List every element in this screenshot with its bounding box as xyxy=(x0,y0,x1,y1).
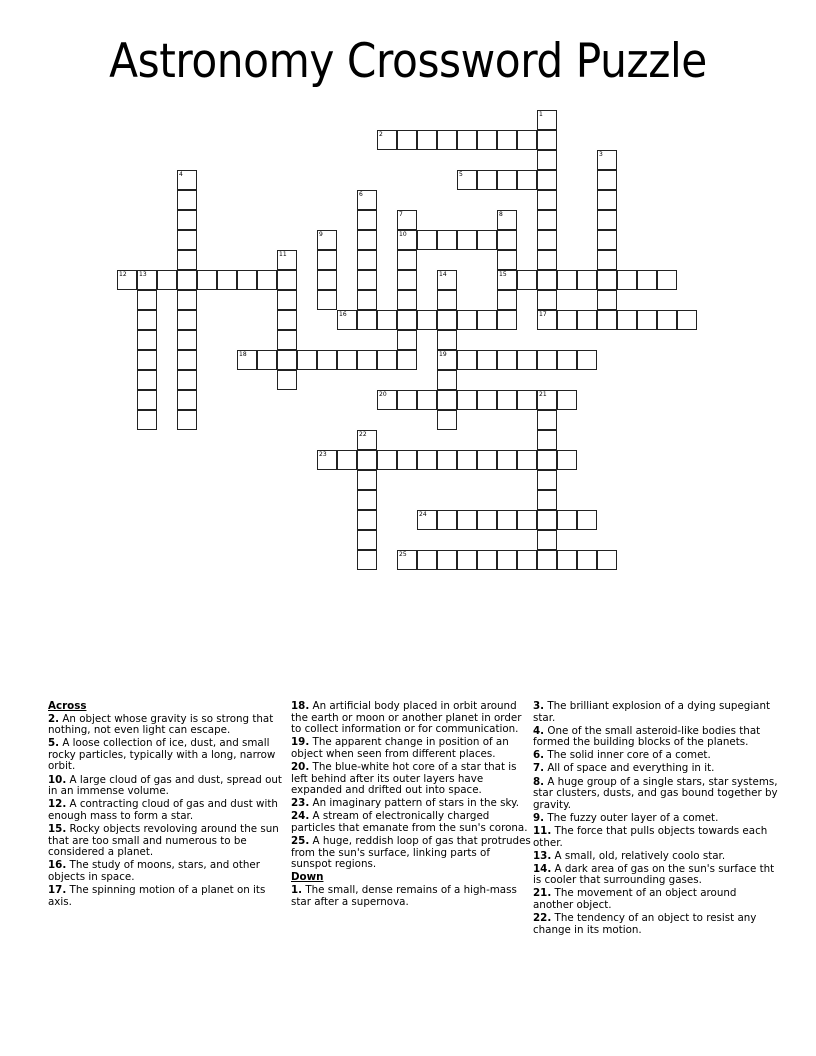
cell-number: 23 xyxy=(319,451,327,458)
grid-cell[interactable] xyxy=(277,330,297,350)
grid-cell[interactable] xyxy=(557,550,577,570)
clue-down-22 xyxy=(533,913,778,936)
grid-cell[interactable] xyxy=(557,270,577,290)
clue-down-3 xyxy=(533,701,778,724)
grid-cell[interactable] xyxy=(537,310,557,330)
grid-cell[interactable] xyxy=(437,370,457,390)
grid-cell[interactable] xyxy=(657,270,677,290)
clue-across-10 xyxy=(48,775,286,798)
clue-number: 3. xyxy=(533,700,545,712)
grid-cell[interactable] xyxy=(437,350,457,370)
clue-text: The force that pulls objects towards each other. xyxy=(533,824,768,849)
grid-cell[interactable] xyxy=(417,130,437,150)
clue-across-18 xyxy=(291,701,531,736)
grid-cell[interactable] xyxy=(177,330,197,350)
grid-cell[interactable] xyxy=(397,450,417,470)
grid-cell[interactable] xyxy=(417,390,437,410)
grid-cell[interactable] xyxy=(257,270,277,290)
grid-cell[interactable] xyxy=(457,350,477,370)
grid-cell[interactable] xyxy=(137,370,157,390)
grid-cell[interactable] xyxy=(317,450,337,470)
grid-cell[interactable] xyxy=(477,350,497,370)
grid-cell[interactable] xyxy=(137,350,157,370)
grid-cell[interactable] xyxy=(477,130,497,150)
grid-cell[interactable] xyxy=(537,230,557,250)
grid-cell[interactable] xyxy=(497,390,517,410)
grid-cell[interactable] xyxy=(537,210,557,230)
grid-cell[interactable] xyxy=(237,350,257,370)
grid-cell[interactable] xyxy=(277,290,297,310)
grid-cell[interactable] xyxy=(517,390,537,410)
grid-cell[interactable] xyxy=(177,310,197,330)
grid-cell[interactable] xyxy=(477,310,497,330)
clue-number: 15. xyxy=(48,822,67,835)
grid-cell[interactable] xyxy=(337,310,357,330)
grid-cell[interactable] xyxy=(357,530,377,550)
grid-cell[interactable] xyxy=(377,350,397,370)
cell-number: 1 xyxy=(539,111,543,118)
grid-cell[interactable] xyxy=(357,510,377,530)
grid-cell[interactable] xyxy=(357,290,377,310)
clue-number: 17. xyxy=(48,883,67,896)
grid-cell[interactable] xyxy=(457,310,477,330)
grid-cell[interactable] xyxy=(457,390,477,410)
grid-cell[interactable] xyxy=(177,270,197,290)
grid-cell[interactable] xyxy=(277,270,297,290)
grid-cell[interactable] xyxy=(177,230,197,250)
grid-cell[interactable] xyxy=(437,290,457,310)
grid-cell[interactable] xyxy=(177,190,197,210)
grid-cell[interactable] xyxy=(497,170,517,190)
clue-number: 20. xyxy=(291,760,310,773)
grid-cell[interactable] xyxy=(497,230,517,250)
clue-text: An imaginary pattern of stars in the sky. xyxy=(312,797,519,810)
grid-cell[interactable] xyxy=(357,310,377,330)
clue-text: The tendency of an object to resist any change in its motion. xyxy=(533,912,757,936)
clues-column-1 xyxy=(48,701,286,910)
grid-cell[interactable] xyxy=(357,350,377,370)
cell-number: 18 xyxy=(239,351,247,358)
down-heading: Down xyxy=(291,871,324,884)
grid-cell[interactable] xyxy=(537,510,557,530)
grid-cell[interactable] xyxy=(537,530,557,550)
cell-number: 12 xyxy=(119,271,127,278)
grid-cell[interactable] xyxy=(397,310,417,330)
clue-text: A large cloud of gas and dust, spread out in an immense volume. xyxy=(48,773,282,798)
grid-cell[interactable] xyxy=(357,430,377,450)
grid-cell[interactable] xyxy=(477,450,497,470)
grid-cell[interactable] xyxy=(137,310,157,330)
grid-cell[interactable] xyxy=(577,550,597,570)
grid-cell[interactable] xyxy=(497,270,517,290)
cell-number: 16 xyxy=(339,311,347,318)
clue-number: 11. xyxy=(533,824,552,837)
cell-number: 4 xyxy=(179,171,183,178)
clue-across-20 xyxy=(291,762,531,797)
grid-cell[interactable] xyxy=(537,170,557,190)
clue-text: A loose collection of ice, dust, and small rocky particles, typically with a long, narrow orbit. xyxy=(48,737,276,773)
grid-cell[interactable] xyxy=(397,350,417,370)
cell-number: 6 xyxy=(359,191,363,198)
clue-text: The small, dense remains of a high-mass star after a supernova. xyxy=(291,883,517,908)
grid-cell[interactable] xyxy=(537,270,557,290)
clue-text: A contracting cloud of gas and dust with enough mass to form a star. xyxy=(48,798,278,822)
grid-cell[interactable] xyxy=(597,290,617,310)
grid-cell[interactable] xyxy=(157,270,177,290)
clue-number: 23. xyxy=(291,797,310,810)
clue-text: Rocky objects revoloving around the sun that are too small and numerous to be considered a planet. xyxy=(48,822,279,859)
clue-across-12 xyxy=(48,799,286,822)
cell-number: 19 xyxy=(439,351,447,358)
clue-number: 10. xyxy=(48,773,67,786)
grid-cell[interactable] xyxy=(537,190,557,210)
clue-down-1 xyxy=(291,885,531,908)
grid-cell[interactable] xyxy=(537,350,557,370)
clue-down-6 xyxy=(533,750,778,762)
clue-text: A stream of electronically charged particles that emanate from the sun's corona. xyxy=(291,810,528,834)
grid-cell[interactable] xyxy=(457,510,477,530)
grid-cell[interactable] xyxy=(377,450,397,470)
clue-down-9 xyxy=(533,813,778,825)
grid-cell[interactable] xyxy=(357,470,377,490)
clue-text: The movement of an object around another object. xyxy=(533,887,737,911)
clue-text: The fuzzy outer layer of a comet. xyxy=(547,811,719,824)
across-heading: Across xyxy=(48,700,87,712)
clue-number: 24. xyxy=(291,810,310,823)
grid-cell[interactable] xyxy=(417,230,437,250)
grid-cell[interactable] xyxy=(537,130,557,150)
grid-cell[interactable] xyxy=(497,130,517,150)
cell-number: 9 xyxy=(319,231,323,238)
grid-cell[interactable] xyxy=(537,290,557,310)
cell-number: 15 xyxy=(499,271,507,278)
grid-cell[interactable] xyxy=(497,290,517,310)
grid-cell[interactable] xyxy=(517,550,537,570)
grid-cell[interactable] xyxy=(517,170,537,190)
clue-number: 13. xyxy=(533,849,552,862)
grid-cell[interactable] xyxy=(277,310,297,330)
grid-cell[interactable] xyxy=(357,550,377,570)
grid-cell[interactable] xyxy=(137,330,157,350)
grid-cell[interactable] xyxy=(537,550,557,570)
cell-number: 7 xyxy=(399,211,403,218)
grid-cell[interactable] xyxy=(497,450,517,470)
grid-cell[interactable] xyxy=(577,510,597,530)
grid-cell[interactable] xyxy=(457,170,477,190)
grid-cell[interactable] xyxy=(317,250,337,270)
clue-text: An artificial body placed in orbit around the earth or moon or another planet in order to collect information or for communication. xyxy=(291,700,522,736)
grid-cell[interactable] xyxy=(177,370,197,390)
clue-number: 22. xyxy=(533,912,552,925)
grid-cell[interactable] xyxy=(437,130,457,150)
clue-text: The solid inner core of a comet. xyxy=(547,749,711,762)
grid-cell[interactable] xyxy=(357,190,377,210)
grid-cell[interactable] xyxy=(497,350,517,370)
grid-cell[interactable] xyxy=(477,550,497,570)
clue-text: A huge, reddish loop of gas that protrudes from the sun's surface, linking parts of sunspot regions. xyxy=(291,835,531,871)
grid-cell[interactable] xyxy=(597,550,617,570)
grid-cell[interactable] xyxy=(477,230,497,250)
grid-cell[interactable] xyxy=(357,450,377,470)
grid-cell[interactable] xyxy=(597,230,617,250)
cell-number: 10 xyxy=(399,231,407,238)
grid-cell[interactable] xyxy=(237,270,257,290)
clue-number: 7. xyxy=(533,762,545,775)
grid-cell[interactable] xyxy=(177,170,197,190)
grid-cell[interactable] xyxy=(397,250,417,270)
clue-text: The brilliant explosion of a dying supegiant star. xyxy=(533,700,771,724)
cell-number: 8 xyxy=(499,211,503,218)
cell-number: 20 xyxy=(379,391,387,398)
grid-cell[interactable] xyxy=(597,210,617,230)
grid-cell[interactable] xyxy=(397,230,417,250)
clue-number: 12. xyxy=(48,798,67,811)
clue-text: A huge group of a single stars, star systems, star clusters, dusts, and gas bound together by gravity. xyxy=(533,775,778,811)
grid-cell[interactable] xyxy=(437,410,457,430)
clue-number: 6. xyxy=(533,749,545,762)
grid-cell[interactable] xyxy=(557,390,577,410)
grid-cell[interactable] xyxy=(557,450,577,470)
grid-cell[interactable] xyxy=(537,150,557,170)
grid-cell[interactable] xyxy=(617,310,637,330)
grid-cell[interactable] xyxy=(317,350,337,370)
cell-number: 24 xyxy=(419,511,427,518)
grid-cell[interactable] xyxy=(437,550,457,570)
grid-cell[interactable] xyxy=(597,310,617,330)
grid-cell[interactable] xyxy=(277,370,297,390)
grid-cell[interactable] xyxy=(317,230,337,250)
clue-number: 4. xyxy=(533,724,545,737)
grid-cell[interactable] xyxy=(397,210,417,230)
grid-cell[interactable] xyxy=(277,250,297,270)
grid-cell[interactable] xyxy=(177,390,197,410)
clue-down-14 xyxy=(533,864,778,887)
grid-cell[interactable] xyxy=(677,310,697,330)
grid-cell[interactable] xyxy=(337,350,357,370)
clue-across-24 xyxy=(291,811,531,834)
clue-text: A dark area of gas on the sun's surface tht is cooler that surrounding gases. xyxy=(533,862,775,887)
grid-cell[interactable] xyxy=(357,490,377,510)
grid-cell[interactable] xyxy=(517,450,537,470)
cell-number: 13 xyxy=(139,271,147,278)
grid-cell[interactable] xyxy=(337,450,357,470)
grid-cell[interactable] xyxy=(417,510,437,530)
grid-cell[interactable] xyxy=(457,230,477,250)
grid-cell[interactable] xyxy=(137,410,157,430)
grid-cell[interactable] xyxy=(317,290,337,310)
clue-number: 1. xyxy=(291,883,303,896)
clue-number: 21. xyxy=(533,887,552,900)
grid-cell[interactable] xyxy=(537,490,557,510)
clue-across-19 xyxy=(291,737,531,760)
grid-cell[interactable] xyxy=(497,310,517,330)
grid-cell[interactable] xyxy=(137,290,157,310)
clues-column-2 xyxy=(291,701,531,910)
clue-text: A small, old, relatively coolo star. xyxy=(554,849,726,862)
grid-cell[interactable] xyxy=(357,250,377,270)
clue-text: The study of moons, stars, and other objects in space. xyxy=(48,859,260,883)
grid-cell[interactable] xyxy=(597,190,617,210)
grid-cell[interactable] xyxy=(397,330,417,350)
grid-cell[interactable] xyxy=(557,510,577,530)
grid-cell[interactable] xyxy=(297,350,317,370)
clue-across-2 xyxy=(48,714,286,737)
clue-number: 19. xyxy=(291,736,310,749)
grid-cell[interactable] xyxy=(557,350,577,370)
grid-cell[interactable] xyxy=(657,310,677,330)
grid-cell[interactable] xyxy=(517,270,537,290)
grid-cell[interactable] xyxy=(577,350,597,370)
grid-cell[interactable] xyxy=(397,550,417,570)
grid-cell[interactable] xyxy=(437,450,457,470)
grid-cell[interactable] xyxy=(257,350,277,370)
grid-cell[interactable] xyxy=(557,310,577,330)
grid-cell[interactable] xyxy=(177,410,197,430)
grid-cell[interactable] xyxy=(517,510,537,530)
grid-cell[interactable] xyxy=(477,170,497,190)
grid-cell[interactable] xyxy=(437,230,457,250)
grid-cell[interactable] xyxy=(137,270,157,290)
grid-cell[interactable] xyxy=(577,270,597,290)
grid-cell[interactable] xyxy=(397,290,417,310)
grid-cell[interactable] xyxy=(537,390,557,410)
grid-cell[interactable] xyxy=(437,270,457,290)
grid-cell[interactable] xyxy=(537,470,557,490)
clue-text: An object whose gravity is so strong that nothing, not even light can escape. xyxy=(48,712,274,737)
clue-number: 25. xyxy=(291,835,310,848)
grid-cell[interactable] xyxy=(277,350,297,370)
clue-text: The spinning motion of a planet on its axis. xyxy=(48,883,266,908)
grid-cell[interactable] xyxy=(537,110,557,130)
grid-cell[interactable] xyxy=(357,270,377,290)
grid-cell[interactable] xyxy=(377,390,397,410)
grid-cell[interactable] xyxy=(477,510,497,530)
clue-text: The blue-white hot core of a star that is left behind after its outer layers have expanded and drifted out into space. xyxy=(291,760,517,797)
grid-cell[interactable] xyxy=(417,450,437,470)
clue-text: One of the small asteroid-like bodies that formed the building blocks of the planets. xyxy=(533,724,761,749)
grid-cell[interactable] xyxy=(457,550,477,570)
clue-across-16 xyxy=(48,860,286,883)
clue-down-13 xyxy=(533,851,778,863)
clue-down-8 xyxy=(533,777,778,812)
grid-cell[interactable] xyxy=(517,130,537,150)
clue-number: 5. xyxy=(48,737,60,750)
grid-cell[interactable] xyxy=(377,130,397,150)
clue-down-11 xyxy=(533,826,778,849)
grid-cell[interactable] xyxy=(497,250,517,270)
clue-across-23 xyxy=(291,798,531,810)
clue-text: All of space and everything in it. xyxy=(547,762,715,775)
cell-number: 2 xyxy=(379,131,383,138)
grid-cell[interactable] xyxy=(177,350,197,370)
clue-across-5 xyxy=(48,738,286,773)
clue-number: 18. xyxy=(291,700,310,712)
grid-cell[interactable] xyxy=(377,310,397,330)
grid-cell[interactable] xyxy=(437,510,457,530)
cell-number: 14 xyxy=(439,271,447,278)
clue-across-15 xyxy=(48,824,286,859)
grid-cell[interactable] xyxy=(537,450,557,470)
grid-cell[interactable] xyxy=(177,290,197,310)
grid-cell[interactable] xyxy=(437,310,457,330)
grid-cell[interactable] xyxy=(537,430,557,450)
cell-number: 11 xyxy=(279,251,287,258)
grid-cell[interactable] xyxy=(517,350,537,370)
grid-cell[interactable] xyxy=(637,270,657,290)
clue-number: 16. xyxy=(48,859,67,872)
grid-cell[interactable] xyxy=(637,310,657,330)
grid-cell[interactable] xyxy=(457,450,477,470)
grid-cell[interactable] xyxy=(397,390,417,410)
grid-cell[interactable] xyxy=(537,410,557,430)
clue-number: 8. xyxy=(533,775,545,788)
grid-cell[interactable] xyxy=(597,150,617,170)
grid-cell[interactable] xyxy=(197,270,217,290)
grid-cell[interactable] xyxy=(497,510,517,530)
page-title: Astronomy Crossword Puzzle xyxy=(109,34,707,89)
grid-cell[interactable] xyxy=(317,270,337,290)
grid-cell[interactable] xyxy=(577,310,597,330)
grid-cell[interactable] xyxy=(597,170,617,190)
grid-cell[interactable] xyxy=(137,390,157,410)
grid-cell[interactable] xyxy=(417,550,437,570)
grid-cell[interactable] xyxy=(597,270,617,290)
cell-number: 5 xyxy=(459,171,463,178)
grid-cell[interactable] xyxy=(617,270,637,290)
cell-number: 21 xyxy=(539,391,547,398)
grid-cell[interactable] xyxy=(437,330,457,350)
cell-number: 3 xyxy=(599,151,603,158)
grid-cell[interactable] xyxy=(597,250,617,270)
clue-across-17 xyxy=(48,885,286,908)
cell-number: 22 xyxy=(359,431,367,438)
grid-cell[interactable] xyxy=(357,230,377,250)
grid-cell[interactable] xyxy=(477,390,497,410)
clue-across-25 xyxy=(291,836,531,871)
grid-cell[interactable] xyxy=(497,210,517,230)
cell-number: 17 xyxy=(539,311,547,318)
clue-number: 9. xyxy=(533,811,545,824)
grid-cell[interactable] xyxy=(397,130,417,150)
clue-down-4 xyxy=(533,726,778,749)
cell-number: 25 xyxy=(399,551,407,558)
grid-cell[interactable] xyxy=(437,390,457,410)
grid-cell[interactable] xyxy=(117,270,137,290)
clue-text: The apparent change in position of an object when seen from different places. xyxy=(291,736,509,760)
clue-down-21 xyxy=(533,888,778,911)
grid-cell[interactable] xyxy=(457,130,477,150)
clues-column-3 xyxy=(533,701,778,938)
grid-cell[interactable] xyxy=(497,550,517,570)
grid-cell[interactable] xyxy=(217,270,237,290)
clue-number: 2. xyxy=(48,712,60,725)
grid-cell[interactable] xyxy=(177,210,197,230)
clue-down-7 xyxy=(533,763,778,775)
grid-cell[interactable] xyxy=(177,250,197,270)
grid-cell[interactable] xyxy=(397,270,417,290)
grid-cell[interactable] xyxy=(537,250,557,270)
grid-cell[interactable] xyxy=(417,310,437,330)
grid-cell[interactable] xyxy=(357,210,377,230)
clue-number: 14. xyxy=(533,862,552,875)
crossword-grid xyxy=(117,110,717,590)
